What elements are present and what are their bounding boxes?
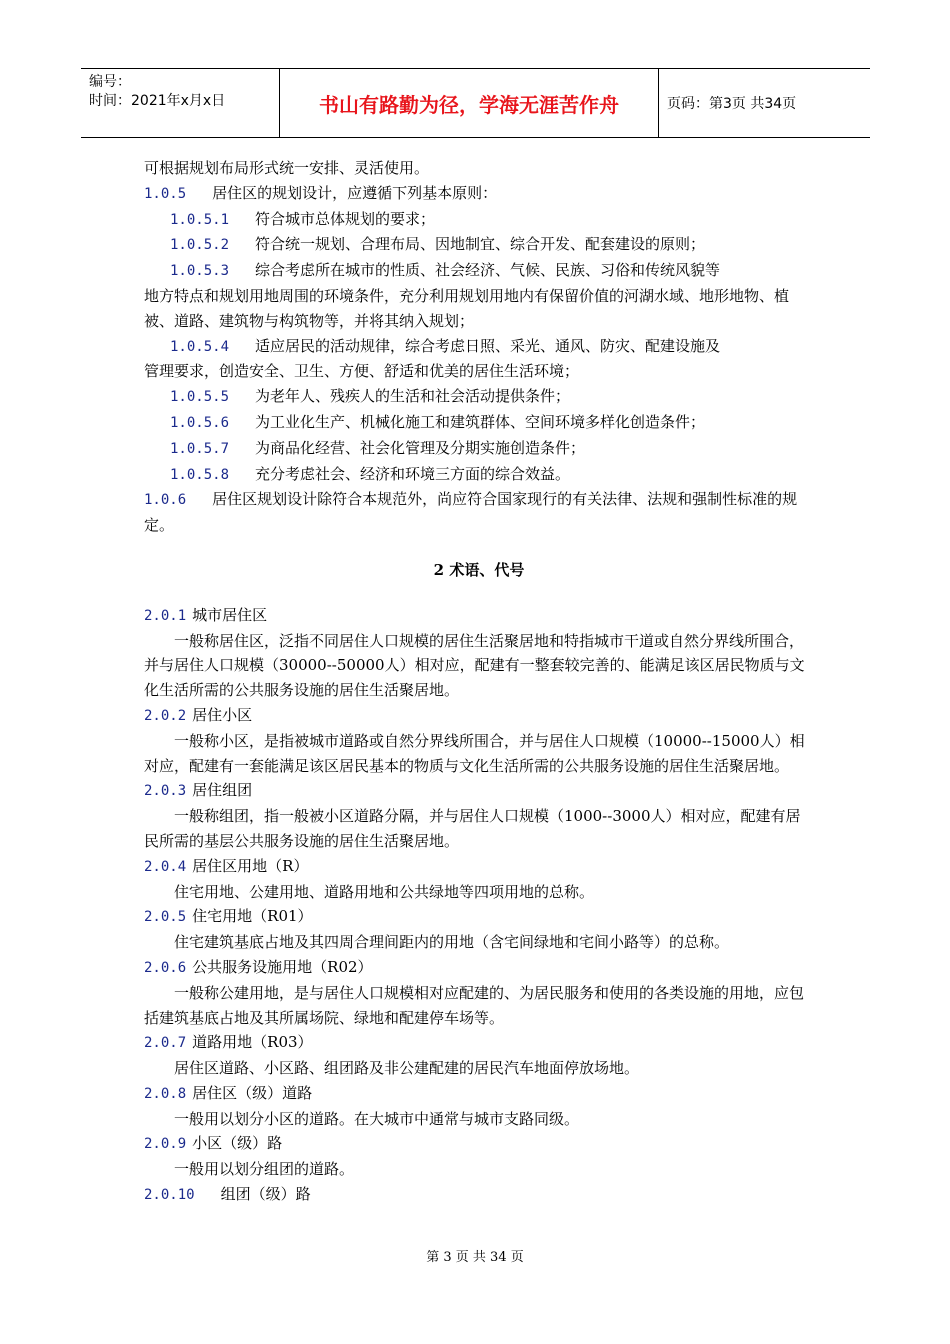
paragraph: 可根据规划布局形式统一安排、灵活使用。 [144,159,430,177]
clause-1-0-5 [144,181,814,207]
term-number: 2.0.10 [144,1187,195,1204]
clause-text: 综合考虑所在城市的性质、社会经济、气候、民族、习俗和传统风貌等 [255,261,721,280]
clause-number: 1.0.6 [144,492,187,509]
clause-1-0-5-7 [144,436,814,462]
clause-number: 1.0.5.5 [170,389,230,406]
clause-text: 符合城市总体规划的要求； [255,209,436,228]
term-definition: 住宅建筑基底占地及其四周合理间距内的用地（含宅间绿地和宅间小路等）的总称。 [174,933,730,952]
clause-number: 1.0.5 [144,185,187,202]
term-definition: 一般用以划分组团的道路。 [174,1160,355,1179]
clause-text: 为工业化生产、机械化施工和建筑群体、空间环境多样化创造条件； [255,412,706,431]
term-name: 公共服务设施用地（R02） [192,957,373,976]
term-2-0-7 [144,1030,814,1056]
clause-continuation: 地方特点和规划用地周围的环境条件，充分利用规划用地内有保留价值的河湖水域、地形地物、植被、道路、建筑物与构筑物等，并将其纳入规划； [144,286,790,330]
term-2-0-8 [144,1081,814,1107]
term-name: 住宅用地（R01） [192,907,313,926]
term-number: 2.0.4 [144,858,187,875]
term-name: 居住区（级）道路 [192,1083,313,1102]
term-2-0-9 [144,1131,814,1157]
term-definition: 一般称小区，是指被城市道路或自然分界线所围合，并与居住人口规模（10000--15000人）相对应，配建有一套能满足该区居民基本的物质与文化生活所需的公共服务设施的居住生活聚居地。 [144,731,805,775]
term-name: 城市居住区 [192,605,268,624]
term-definition: 住宅用地、公建用地、道路用地和公共绿地等四项用地的总称。 [174,882,595,901]
clause-text: 为商品化经营、社会化管理及分期实施创造条件； [255,438,586,457]
clause-1-0-5-5 [144,384,814,410]
page-label: 页码：第3页 共34页 [667,96,797,112]
clause-1-0-5-1 [144,207,814,233]
clause-text: 符合统一规划、合理布局、因地制宜、综合开发、配套建设的原则； [255,235,706,254]
clause-text: 充分考虑社会、经济和环境三方面的综合效益。 [255,464,571,483]
clause-1-0-5-3 [144,258,814,284]
clause-number: 1.0.5.4 [170,338,230,355]
clause-continuation: 管理要求，创造安全、卫生、方便、舒适和优美的居住生活环境； [144,362,580,381]
clause-number: 1.0.5.3 [170,263,230,280]
term-2-0-2 [144,703,814,729]
term-2-0-3 [144,778,814,804]
header-meta [81,69,280,137]
term-definition: 一般称居住区，泛指不同居住人口规模的居住生活聚居地和特指城市干道或自然分界线所围合，并与居住人口规模（30000--50000人）相对应，配建有一整套较完善的、能满足该区居民物质与文化生活所需的公共服务设施的居住生活聚居地。 [144,631,805,700]
clause-text: 适应居民的活动规律，综合考虑日照、采光、通风、防灾、配建设施及 [255,336,721,355]
clause-1-0-5-4 [144,334,814,360]
document-body [144,156,814,1208]
clause-number: 1.0.5.8 [170,466,230,483]
term-name: 居住组团 [192,781,253,800]
term-number: 2.0.6 [144,959,187,976]
term-2-0-10 [144,1182,814,1208]
term-name: 组团（级）路 [220,1185,311,1204]
clause-1-0-5-2 [144,232,814,258]
clause-1-0-5-6 [144,410,814,436]
term-number: 2.0.3 [144,783,187,800]
clause-text: 居住区的规划设计，应遵循下列基本原则： [212,183,498,202]
number-label: 编号： [89,74,131,90]
term-name: 道路用地（R03） [192,1033,313,1052]
term-definition: 一般称公建用地，是与居住人口规模相对应配建的、为居民服务和使用的各类设施的用地，应包括建筑基底占地及其所属场院、绿地和配建停车场等。 [144,983,805,1027]
term-number: 2.0.2 [144,707,187,724]
clause-number: 1.0.5.1 [170,211,230,228]
term-name: 小区（级）路 [192,1134,283,1153]
clause-1-0-5-8 [144,462,814,488]
clause-1-0-6 [144,487,814,538]
term-definition: 一般称组团，指一般被小区道路分隔，并与居住人口规模（1000--3000人）相对应，配建有居民所需的基层公共服务设施的居住生活聚居地。 [144,807,801,850]
page-header [81,68,870,138]
term-2-0-1 [144,603,814,629]
term-2-0-6 [144,955,814,981]
term-number: 2.0.1 [144,607,187,624]
term-number: 2.0.9 [144,1136,187,1153]
clause-number: 1.0.5.7 [170,440,230,457]
clause-number: 1.0.5.2 [170,237,230,254]
section-title: 2 术语、代号 [433,560,525,579]
clause-text: 为老年人、残疾人的生活和社会活动提供条件； [255,387,571,406]
term-number: 2.0.8 [144,1085,187,1102]
term-definition: 一般用以划分小区的道路。在大城市中通常与城市支路同级。 [174,1109,580,1128]
motto: 书山有路勤为径，学海无涯苦作舟 [280,69,659,137]
term-2-0-4 [144,854,814,880]
clause-number: 1.0.5.6 [170,414,230,431]
time-label: 时间：2021年x月x日 [89,93,226,109]
term-name: 居住区用地（R） [192,856,309,875]
term-number: 2.0.7 [144,1035,187,1052]
term-number: 2.0.5 [144,909,187,926]
page-footer: 第 3 页 共 34 页 [426,1250,524,1265]
term-definition: 居住区道路、小区路、组团路及非公建配建的居民汽车地面停放场地。 [174,1059,640,1078]
term-2-0-5 [144,904,814,930]
clause-text: 居住区规划设计除符合本规范外，尚应符合国家现行的有关法律、法规和强制性标准的规定。 [144,490,798,535]
term-name: 居住小区 [192,705,253,724]
